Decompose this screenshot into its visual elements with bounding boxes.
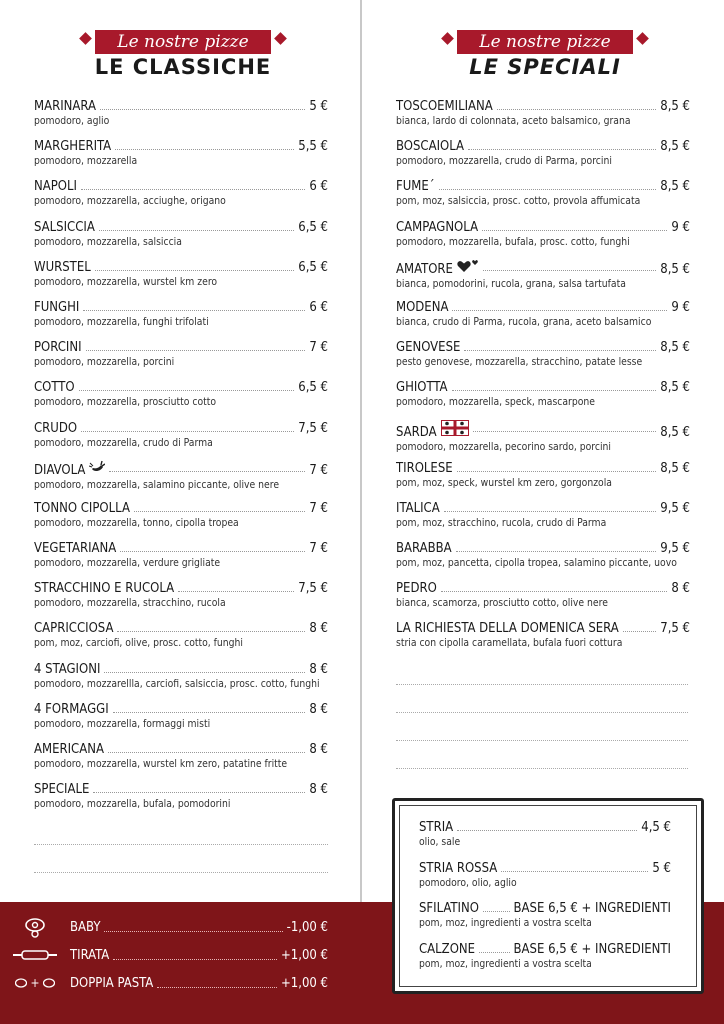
item-name: AMERICANA [34,742,104,757]
item-name: TIROLESE [396,460,453,476]
item-desc: pomodoro, mozzarella, salsiccia [34,235,182,248]
item-desc: pomodoro, olio, aglio [419,876,517,889]
item-name: STRACCHINO E RUCOLA [34,581,175,597]
item-desc: pomodoro, mozzarella, bufala, pomodorini [34,798,231,811]
blank-line [396,739,688,741]
item-price: 7 € [309,541,328,557]
item-desc: pom, moz, ingredienti a vostra scelta [419,957,592,970]
menu-item [34,580,328,620]
extra-row [0,942,340,968]
item-price: 8,5 € [660,380,690,396]
item-price: 5 € [652,860,671,876]
item-name: MARGHERITA [34,139,112,155]
item-name: MODENA [396,299,449,315]
item-name: SFILATINO [419,901,479,916]
item-desc: pomodoro, mozzarella, wurstel km zero, patatine fritte [34,758,288,770]
stria-box [392,798,704,994]
extra-price: -1,00 € [286,919,328,935]
extra-price: +1,00 € [281,975,328,991]
menu-item [419,900,671,941]
item-name: GENOVESE [396,340,461,356]
hearts-icon [457,259,479,278]
item-name: AMATORE [396,261,453,277]
item-price: 8 € [309,742,328,757]
blank-line [34,871,328,873]
item-name: CAPRICCIOSA [34,621,114,637]
item-price: 8,5 € [660,424,690,440]
item-desc: pesto genovese, mozzarella, stracchino, patate lesse [396,356,643,369]
menu-item [396,98,690,138]
menu-item [396,138,690,178]
menu-item [396,420,690,460]
extra-name: BABY [70,919,101,935]
item-desc: pomodoro, mozzarella, wurstel km zero [34,275,218,288]
menu-item [396,178,690,218]
item-desc: pomodoro, mozzarella, porcini [34,356,175,369]
menu-item [34,219,328,259]
item-price: BASE 6,5 € + INGREDIENTI [513,901,671,916]
menu-item [396,620,690,660]
item-name: PEDRO [396,581,437,597]
item-desc: pomodoro, mozzarella, tonno, cipolla tropea [34,516,239,529]
menu-item [34,781,328,821]
item-name: CAMPAGNOLA [396,219,479,235]
item-price: 8,5 € [660,460,690,476]
item-price: 6,5 € [298,219,328,235]
item-price: 7,5 € [298,420,328,436]
menu-item [396,500,690,540]
item-desc: pomodoro, mozzarella, crudo di Parma [34,436,213,449]
extra-price: +1,00 € [281,947,328,963]
classiche-title: LE CLASSICHE [94,55,272,79]
menu-item [34,259,328,299]
item-name: DIAVOLA [34,462,86,478]
item-name: STRIA [419,820,454,835]
item-name: FUNGHI [34,299,80,315]
item-price: 6 € [309,299,328,315]
menu-item [419,941,671,982]
item-name: ITALICA [396,500,440,516]
menu-item [34,178,328,218]
menu-item [34,138,328,178]
item-price: 7 € [309,500,328,516]
double-dough-icon [0,976,70,990]
extra-row [0,970,340,996]
item-name: STRIA ROSSA [419,860,498,876]
item-price: 7 € [309,340,328,356]
item-price: 8 € [309,701,328,717]
item-name: CRUDO [34,420,78,436]
item-name: NAPOLI [34,179,77,195]
menu-item [34,420,328,460]
item-desc: pom, moz, salsiccia, prosc. cotto, provola affumicata [396,195,641,208]
menu-item [34,620,328,660]
item-price: 6,5 € [298,259,328,275]
menu-item [396,580,690,620]
chili-icon [89,460,105,479]
menu-item [34,379,328,419]
item-desc: pom, moz, ingredienti a vostra scelta [419,917,592,929]
item-price: 9 € [671,299,690,315]
blank-line [396,683,688,685]
menu-item [419,860,671,901]
extra-name: DOPPIA PASTA [70,975,154,991]
menu-item [396,540,690,580]
item-price: 9,5 € [660,500,690,516]
item-name: SARDA [396,424,437,440]
menu-item [34,339,328,379]
item-name: BARABBA [396,541,452,557]
item-name: TOSCOEMILIANA [396,99,493,114]
item-desc: pomodoro, mozzarella, speck, mascarpone [396,396,595,409]
speciali-banner: Le nostre pizze [457,30,632,54]
box-list [419,819,671,981]
item-name: COTTO [34,380,75,396]
item-desc: stria con cipolla caramellata, bufala fuori cottura [396,637,623,650]
item-price: 8,5 € [660,340,690,356]
item-desc: pomodoro, mozzarella, prosciutto cotto [34,396,217,409]
item-price: 5,5 € [298,139,328,155]
item-price: 8 € [309,661,328,677]
item-desc: bianca, crudo di Parma, rucola, grana, aceto balsamico [396,315,652,328]
extra-name: TIRATA [70,947,110,963]
item-desc: pomodoro, mozzarella, funghi trifolati [34,315,209,328]
menu-item [396,460,690,500]
menu-item [34,661,328,701]
menu-item [34,299,328,339]
item-name: PORCINI [34,340,82,356]
item-name: CALZONE [419,941,476,957]
item-desc: olio, sale [419,836,461,848]
item-desc: pomodoro, mozzarella, stracchino, rucola [34,597,226,610]
item-desc: bianca, lardo di colonnata, aceto balsamico, grana [396,115,631,127]
item-name: 4 STAGIONI [34,661,101,677]
blank-line [396,711,688,713]
menu-item [34,701,328,741]
menu-item [34,500,328,540]
item-name: TONNO CIPOLLA [34,500,130,516]
item-price: 6 € [309,179,328,195]
item-price: 7 € [309,462,328,478]
extra-row [0,914,340,940]
item-price: 4,5 € [641,820,671,835]
menu-item [396,339,690,379]
classiche-list [34,98,328,821]
item-desc: pomodoro, mozzarella, crudo di Parma, porcini [396,155,612,168]
item-price: 8,5 € [660,261,690,277]
item-name: SPECIALE [34,782,90,798]
item-name: LA RICHIESTA DELLA DOMENICA SERA [396,621,619,637]
speciali-list [396,98,690,661]
item-desc: pomodoro, mozzarella [34,155,138,168]
pacifier-icon [0,916,70,938]
item-price: 9,5 € [660,541,690,557]
item-desc: bianca, scamorza, prosciutto cotto, olive nere [396,597,608,610]
speciali-title: LE SPECIALI [469,55,621,79]
plus-sign: + [30,976,40,990]
blank-line [34,843,328,845]
item-desc: pomodoro, aglio [34,115,110,127]
menu-item [419,819,671,860]
item-price: 8 € [671,581,690,597]
item-name: GHIOTTA [396,380,448,396]
speciali-header [430,30,660,79]
item-price: 8 € [309,782,328,798]
menu-item [34,540,328,580]
column-divider [360,0,362,902]
blank-line [396,767,688,769]
menu-item [396,219,690,259]
item-name: 4 FORMAGGI [34,701,109,717]
item-name: FUME´ [396,179,435,195]
item-price: 7,5 € [660,621,690,637]
item-price: 5 € [309,99,328,114]
item-price: 9 € [671,219,690,235]
item-price: 8,5 € [660,99,690,114]
item-desc: pom, moz, stracchino, rucola, crudo di Parma [396,516,607,529]
classiche-header [68,30,298,79]
menu-item [396,259,690,299]
item-desc: pomodoro, mozzarella, verdure grigliate [34,557,221,570]
item-price: BASE 6,5 € + INGREDIENTI [513,941,671,957]
item-desc: pomodoro, mozzarellla, carciofi, salsiccia, prosc. cotto, funghi [34,677,320,690]
rolling-pin-icon [0,949,70,961]
classiche-banner: Le nostre pizze [95,30,270,54]
item-desc: pomodoro, mozzarella, bufala, prosc. cotto, funghi [396,235,630,248]
item-name: MARINARA [34,99,97,114]
item-desc: pomodoro, mozzarella, acciughe, origano [34,195,226,208]
sardinia-flag-icon [441,420,469,441]
item-name: SALSICCIA [34,219,95,235]
item-desc: pomodoro, mozzarella, formaggi misti [34,717,211,730]
item-price: 8,5 € [660,179,690,195]
item-price: 7,5 € [298,581,328,597]
item-name: BOSCAIOLA [396,139,465,155]
item-desc: pom, moz, speck, wurstel km zero, gorgonzola [396,476,612,489]
item-desc: bianca, pomodorini, rucola, grana, salsa tartufata [396,277,626,290]
menu-item [34,460,328,500]
item-price: 8 € [309,621,328,637]
menu-item [396,299,690,339]
item-price: 8,5 € [660,139,690,155]
item-desc: pomodoro, mozzarella, salamino piccante, olive nere [34,478,280,491]
item-name: VEGETARIANA [34,541,117,557]
menu-item [34,741,328,781]
item-name: WURSTEL [34,259,91,275]
item-desc: pom, moz, pancetta, cipolla tropea, salamino piccante, uovo [396,557,677,570]
menu-item [396,379,690,419]
menu-item [34,98,328,138]
item-price: 6,5 € [298,380,328,396]
item-desc: pomodoro, mozzarella, pecorino sardo, porcini [396,440,612,453]
item-desc: pom, moz, carciofi, olive, prosc. cotto, funghi [34,637,244,650]
